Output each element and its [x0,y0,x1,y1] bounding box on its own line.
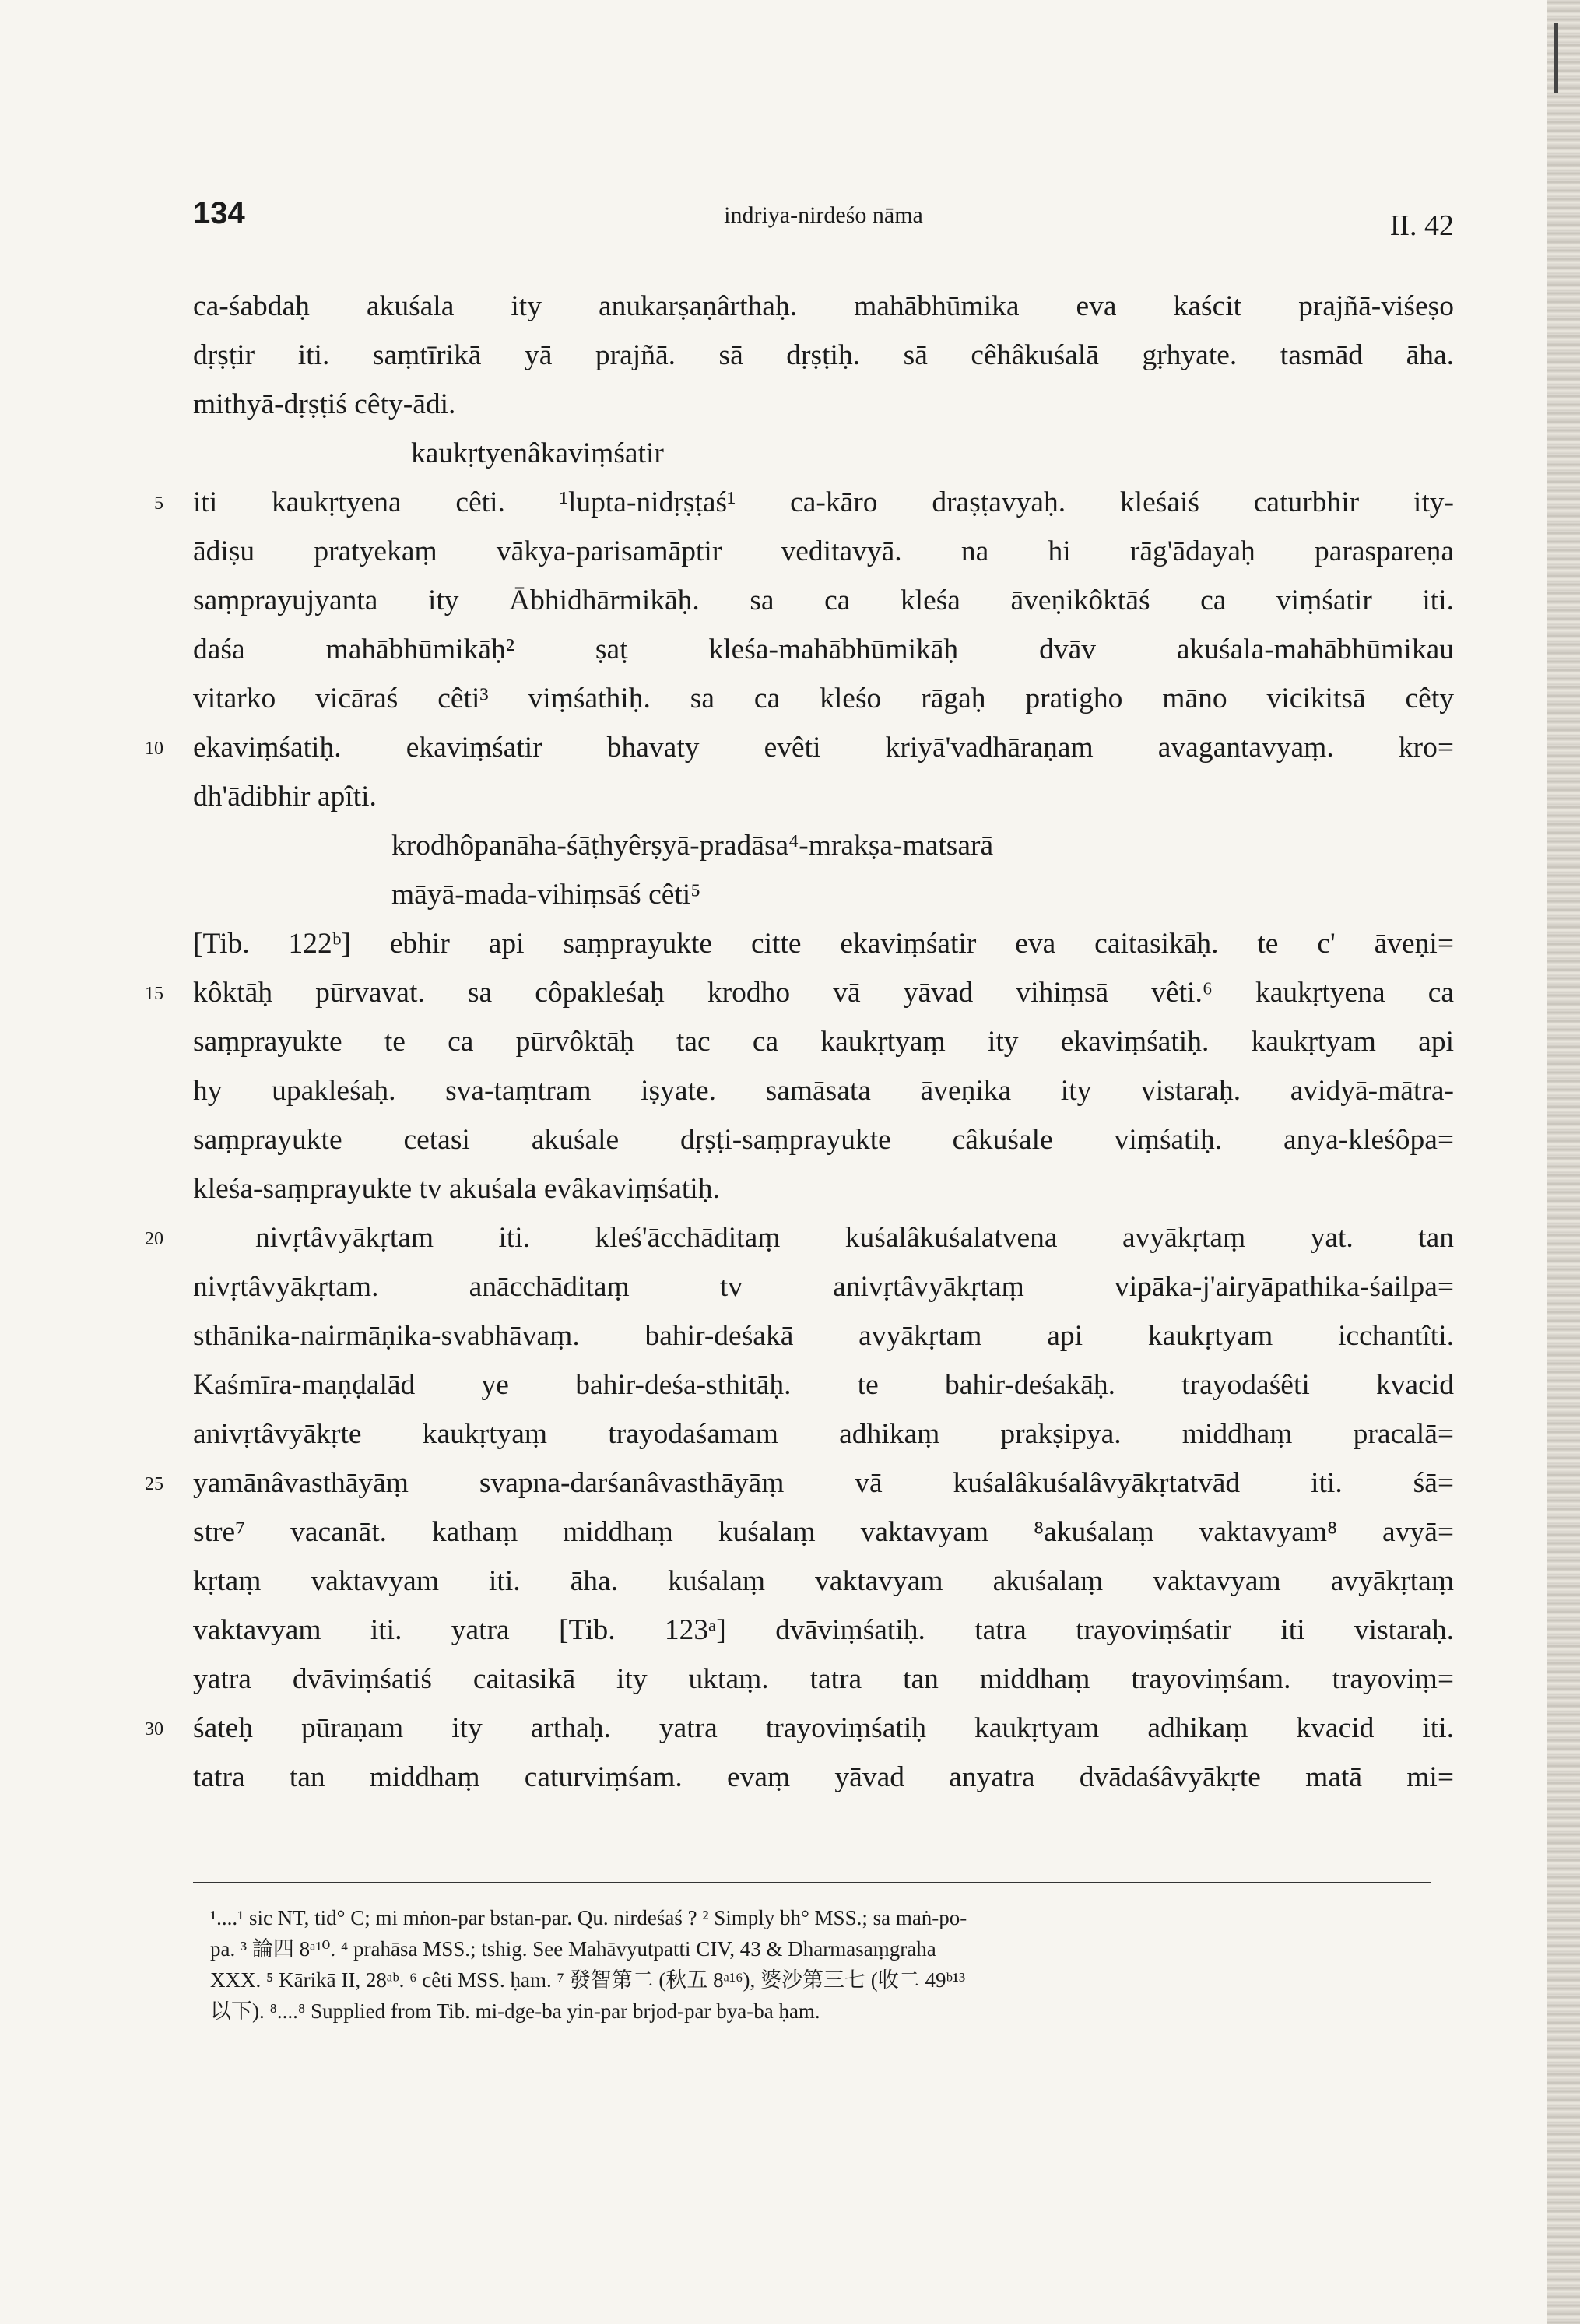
line-text: daśa mahābhūmikāḥ² ṣaṭ kleśa-mahābhūmikāḥ dvāv akuśala-mahābhūmikau [193,634,1454,665]
line-text: māyā-mada-vihiṃsāś cêti⁵ [391,879,701,911]
line-text: krodhôpanāha-śāṭhyêrṣyā-pradāsa⁴-mrakṣa-matsarā [391,830,994,862]
page-header [193,196,1454,251]
text-line [193,625,1454,674]
section-reference: II. 42 [1389,209,1454,242]
text-line [145,1704,1454,1753]
text-line [145,723,1454,772]
line-text: saṃprayujyanta ity Ābhidhārmikāḥ. sa ca kleśa āveṇikôktāś ca viṃśatir iti. [193,585,1454,616]
line-text: kṛtaṃ vaktavyam iti. āha. kuśalaṃ vaktavyam akuśalaṃ vaktavyam avyākṛtaṃ [193,1565,1454,1597]
line-text: tatra tan middhaṃ caturviṃśam. evaṃ yāvad anyatra dvādaśâvyākṛte matā mi= [193,1761,1454,1793]
line-text: ekaviṃśatiḥ. ekaviṃśatir bhavaty evêti kriyā'vadhāraṇam avagantavyaṃ. kro= [193,732,1454,764]
scan-edge-shadow [1547,0,1580,2324]
text-line [193,919,1454,968]
line-text: [Tib. 122ᵇ] ebhir api saṃprayukte citte ekaviṃśatir eva caitasikāḥ. te c' āveṇi= [193,928,1454,960]
text-line [154,478,1454,527]
text-line [193,772,1454,821]
text-line [145,968,1454,1017]
line-number: 10 [145,739,163,759]
text-line [193,527,1454,576]
text-line [193,870,1454,919]
line-text: vaktavyam iti. yatra [Tib. 123ᵃ] dvāviṃśatiḥ. tatra trayoviṃśatir iti vistaraḥ. [193,1614,1454,1646]
line-number: 5 [154,493,163,514]
text-line [193,1311,1454,1360]
line-text: dh'ādibhir apîti. [193,781,377,813]
line-text: vitarko vicāraś cêti³ viṃśathiḥ. sa ca kleśo rāgaḥ pratigho māno vicikitsā cêty [193,683,1454,714]
text-line [193,674,1454,723]
line-text: saṃprayukte cetasi akuśale dṛṣṭi-saṃprayukte câkuśale viṃśatiḥ. anya-kleśôpa= [193,1124,1454,1156]
main-text [145,282,1454,1802]
line-text: kleśa-saṃprayukte tv akuśala evâkaviṃśatiḥ. [193,1173,720,1205]
text-line [193,429,1454,478]
footnote-line: ¹....¹ sic NT, tid° C; mi mṅon-par bstan-par. Qu. nirdeśaś ? ² Simply bh° MSS.; sa maṅ-po- [210,1906,967,1929]
text-line [193,1753,1454,1802]
text-line [193,282,1454,331]
text-line [193,576,1454,625]
line-text: sthānika-nairmāṇika-svabhāvaṃ. bahir-deśakā avyākṛtam api kaukṛtyam icchantîti. [193,1320,1454,1352]
line-text: anivṛtâvyākṛte kaukṛtyaṃ trayodaśamam adhikaṃ prakṣipya. middhaṃ pracalā= [193,1418,1454,1450]
line-text: dṛṣṭir iti. saṃtīrikā yā prajñā. sā dṛṣṭiḥ. sā cêhâkuśalā gṛhyate. tasmād āha. [193,339,1454,371]
line-number: 20 [145,1229,163,1249]
line-text: ca-śabdaḥ akuśala ity anukarṣaṇârthaḥ. mahābhūmika eva kaścit prajñā-viśeṣo [193,290,1454,322]
text-line [193,1115,1454,1164]
line-text: Kaśmīra-maṇḍalād ye bahir-deśa-sthitāḥ. te bahir-deśakāḥ. trayodaśêti kvacid [193,1369,1454,1401]
line-text: iti kaukṛtyena cêti. ¹lupta-nidṛṣṭaś¹ ca-kāro draṣṭavyaḥ. kleśaiś caturbhir ity- [193,486,1454,518]
running-title: indriya-nirdeśo nāma [724,202,923,228]
line-text: ādiṣu pratyekaṃ vākya-parisamāptir veditavyā. na hi rāg'ādayaḥ paraspareṇa [193,535,1454,567]
text-line [193,1409,1454,1459]
line-number: 15 [145,984,163,1004]
line-number: 30 [145,1719,163,1739]
text-line [145,1459,1454,1508]
line-text: kaukṛtyenâkaviṃśatir [411,437,664,469]
text-line [193,380,1454,429]
text-line [193,331,1454,380]
text-line [193,1655,1454,1704]
scan-edge-mark [1554,23,1558,93]
footnote-line: 以下). ⁸....⁸ Supplied from Tib. mi-dge-ba yin-par brjod-par bya-ba ḥam. [210,1999,820,2023]
line-text: hy upakleśaḥ. sva-taṃtram iṣyate. samāsata āveṇika ity vistaraḥ. avidyā-mātra- [193,1075,1454,1107]
line-text: yamānâvasthāyāṃ svapna-darśanâvasthāyāṃ vā kuśalâkuśalâvyākṛtatvād iti. śā= [193,1467,1454,1499]
line-text: stre⁷ vacanāt. kathaṃ middhaṃ kuśalaṃ vaktavyam ⁸akuśalaṃ vaktavyam⁸ avyā= [193,1516,1454,1548]
footnote-line: XXX. ⁵ Kārikā II, 28ᵃᵇ. ⁶ cêti MSS. ḥam. ⁷ 發智第二 (秋五 8ᵃ¹⁶), 婆沙第三七 (收二 49ᵇ¹³ [210,1968,966,1992]
text-line [193,821,1454,870]
line-text: mithyā-dṛṣṭiś cêty-ādi. [193,388,456,420]
footnotes [210,1902,1440,2027]
line-text: nivṛtâvyākṛtam iti. kleś'ācchāditaṃ kuśalâkuśalatvena avyākṛtaṃ yat. tan [255,1222,1454,1254]
text-line [193,1164,1454,1213]
text-line [193,1262,1454,1311]
footnote-line: pa. ³ 論四 8ᵃ¹⁰. ⁴ prahāsa MSS.; tshig. See Mahāvyutpatti CIV, 43 & Dharmasaṃgraha [210,1937,936,1961]
line-text: saṃprayukte te ca pūrvôktāḥ tac ca kaukṛtyaṃ ity ekaviṃśatiḥ. kaukṛtyam api [193,1026,1454,1058]
text-line [193,1557,1454,1606]
text-line [193,1360,1454,1409]
line-text: śateḥ pūraṇam ity arthaḥ. yatra trayoviṃśatiḥ kaukṛtyam adhikaṃ kvacid iti. [193,1712,1454,1744]
line-text: yatra dvāviṃśatiś caitasikā ity uktaṃ. tatra tan middhaṃ trayoviṃśam. trayoviṃ= [193,1663,1454,1695]
footnote-divider [193,1882,1431,1883]
text-line [193,1606,1454,1655]
line-number: 25 [145,1474,163,1494]
text-line [193,1066,1454,1115]
text-line [145,1213,1454,1262]
text-line [193,1017,1454,1066]
text-line [193,1508,1454,1557]
line-text: nivṛtâvyākṛtam. anācchāditaṃ tv anivṛtâvyākṛtaṃ vipāka-j'airyāpathika-śailpa= [193,1271,1454,1303]
line-text: kôktāḥ pūrvavat. sa côpakleśaḥ krodho vā yāvad vihiṃsā vêti.⁶ kaukṛtyena ca [193,977,1454,1009]
page-number: 134 [193,196,245,230]
